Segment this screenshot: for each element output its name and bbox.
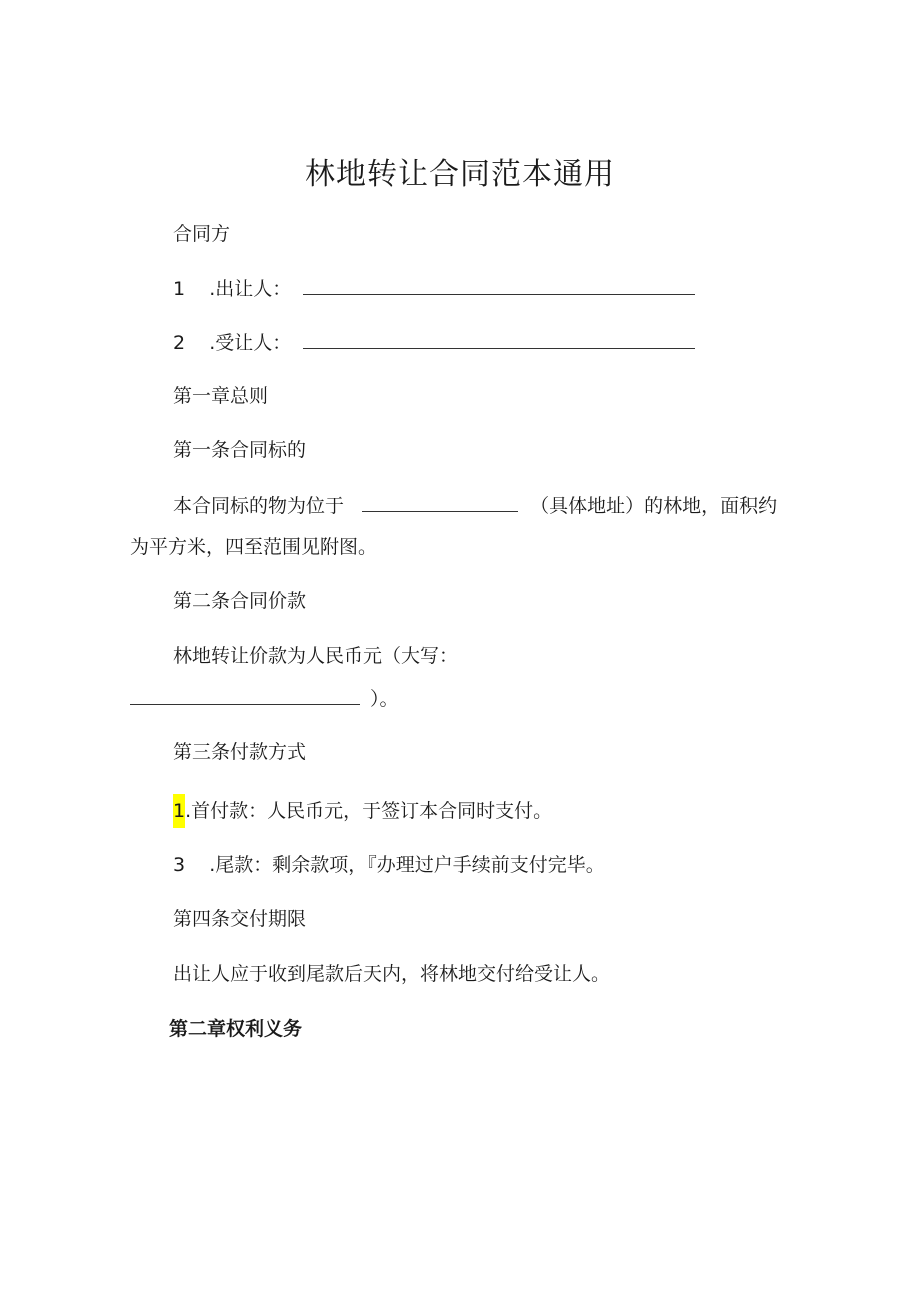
- article-1-text-line1: [173, 493, 777, 518]
- party-seller-number: 1: [173, 278, 186, 300]
- highlighted-item-number: 1: [173, 794, 185, 828]
- article-2-heading: 第二条合同价款: [173, 590, 307, 612]
- party-seller-blank[interactable]: [303, 276, 695, 295]
- party-buyer-blank[interactable]: [303, 330, 695, 349]
- party-buyer-number: 2: [173, 332, 186, 354]
- payment-item-2: [173, 853, 605, 877]
- article-1-text-part-a: 本合同标的物为位于: [173, 495, 345, 517]
- party-seller-row: [173, 276, 695, 301]
- article-2-text-line1: 林地转让价款为人民币元（大写：: [173, 645, 459, 667]
- article-1-text-part-b: （具体地址）的林地，面积约: [530, 495, 778, 517]
- price-uppercase-blank[interactable]: [130, 686, 360, 705]
- chapter-1-heading: 第一章总则: [173, 385, 269, 407]
- article-4-heading: 第四条交付期限: [173, 908, 307, 930]
- document-title: 林地转让合同范本通用: [305, 157, 615, 192]
- party-buyer-label: .受让人：: [209, 332, 292, 354]
- party-buyer-row: [173, 330, 695, 355]
- payment-item-2-text: .尾款：剩余款项，『办理过户手续前支付完毕。: [209, 854, 605, 876]
- article-1-heading: 第一条合同标的: [173, 439, 307, 461]
- chapter-2-heading: 第二章权利义务: [169, 1018, 303, 1040]
- address-blank[interactable]: [362, 493, 518, 512]
- article-3-heading: 第三条付款方式: [173, 741, 307, 763]
- parties-heading: 合同方: [173, 223, 231, 245]
- payment-item-2-number: 3: [173, 854, 186, 876]
- payment-item-1: [173, 799, 552, 823]
- article-2-text-line2: [130, 686, 399, 711]
- party-seller-label: .出让人：: [209, 278, 292, 300]
- article-1-text-line2: 为平方米，四至范围见附图。: [130, 536, 378, 558]
- article-2-text-part-b: ）。: [370, 688, 399, 710]
- article-4-text: 出让人应于收到尾款后天内，将林地交付给受让人。: [173, 963, 611, 985]
- payment-item-1-text: .首付款：人民币元，于签订本合同时支付。: [185, 800, 553, 822]
